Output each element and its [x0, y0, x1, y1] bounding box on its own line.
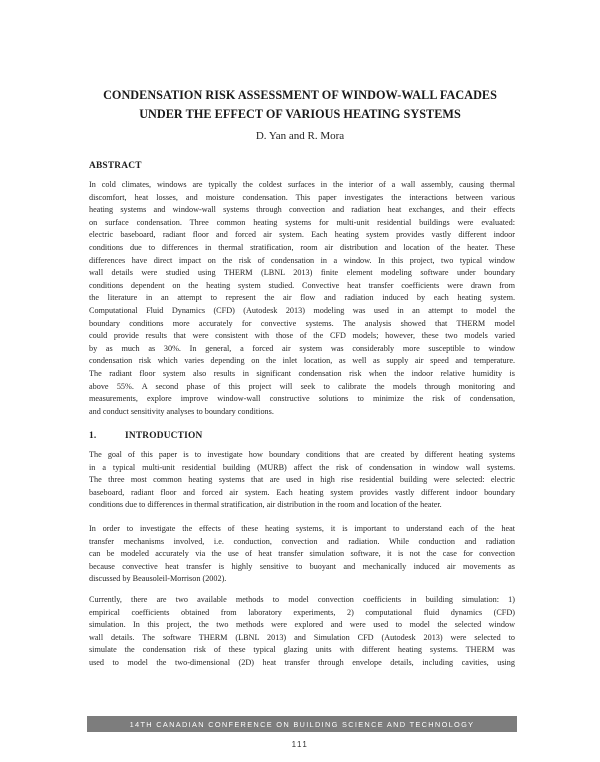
text-line: in a typical multi-unit residential building (MURB) affect the risk of condensation in window wall systems.	[89, 462, 515, 472]
intro-paragraph-3	[89, 594, 515, 670]
text-line: because convective heat transfer is highly sensitive to buoyant and mechanically induced air movements as	[89, 561, 515, 571]
text-line: conditions due to differences in thermal stratification, air distribution in the room and location of the heater.	[89, 500, 442, 510]
text-line: conditions dependent on the heating system studied. Convective heat transfer coefficients were drawn from	[89, 280, 515, 290]
text-line: transfer mechanisms involved, i.e. conduction, convection and radiation. While conduction and radiation	[89, 536, 515, 546]
title-line: CONDENSATION RISK ASSESSMENT OF WINDOW-WALL FACADES	[103, 88, 497, 102]
text-line: and conduct sensitivity analyses to boundary conditions.	[89, 406, 274, 416]
text-line: simulation. In this project, the two methods were explored and were used to model the selected window	[89, 620, 515, 630]
text-line: wall details were studied using THERM (LBNL 2013) finite element modeling software under boundary	[89, 268, 515, 278]
text-line: could provide results that were consistent with those of the CFD models; however, these two models varied	[89, 331, 515, 341]
section-heading	[89, 431, 202, 441]
text-line: Currently, there are two available methods to model convection coefficients in building simulation: 1)	[89, 595, 515, 604]
abstract-heading: ABSTRACT	[89, 161, 142, 171]
text-line: electric baseboard, radiant floor and forced air system. Each heating system provides vastly different indoor	[89, 230, 515, 240]
text-line: Computational Fluid Dynamics (CFD) (Autodesk 2013) modeling was used in an attempt to model the	[89, 305, 515, 315]
authors: D. Yan and R. Mora	[255, 130, 345, 142]
conference-footer-band	[87, 716, 517, 732]
text-line: can be modeled accurately via the use of heat transfer simulation software, it is not the case for convection	[89, 549, 515, 559]
text-line: conditions due to differences in thermal stratification, room air distribution and location of the heater. These	[89, 242, 515, 252]
text-line: above 55%. A second phase of this project will seek to calibrate the models through monitoring and	[89, 381, 515, 391]
text-line: boundary conditions more accurately for convective systems. The analysis showed that THERM model	[89, 318, 515, 328]
text-line: baseboard, radiant floor and forced air system. Each heating system provides vastly different indoor boundary	[89, 487, 515, 497]
abstract-body	[89, 179, 515, 418]
text-line: The radiant floor system also results in significant condensation risk when the indoor relative humidity is	[89, 368, 515, 378]
text-line: differences have direct impact on the risk of condensation in a window. In this project, two typical window	[89, 255, 515, 265]
text-line: discussed by Beausoleil-Morrison (2002).	[89, 574, 227, 584]
conference-name: 14TH CANADIAN CONFERENCE ON BUILDING SCIENCE AND TECHNOLOGY	[129, 719, 475, 729]
text-line: used to model the two-dimensional (2D) heat transfer through envelope details, including cavities, using	[89, 657, 515, 667]
text-line: measurements, explore improve window-wall constructive solutions to minimize the risk of condensation,	[89, 394, 515, 404]
title-line: UNDER THE EFFECT OF VARIOUS HEATING SYSTEMS	[139, 107, 461, 121]
text-line: discomfort, heat losses, and moisture condensation. This paper investigates the interactions between various	[89, 192, 515, 202]
section-title: INTRODUCTION	[125, 431, 203, 441]
page-number: 111	[291, 740, 309, 749]
text-line: simulate the condensation risk of these typical glazing units with different heating systems. THERM was	[89, 645, 515, 655]
text-line: The three most common heating systems that are used in high rise residential building were selected: electric	[89, 475, 515, 485]
intro-paragraph-1	[89, 449, 515, 512]
text-line: wall details. The software THERM (LBNL 2013) and Simulation CFD (Autodesk 2013) were selected to	[89, 632, 515, 642]
text-line: heating systems and window-wall systems through convection and radiation heat exchanges, and their effects	[89, 205, 515, 215]
text-line: by as much as 30%. In general, a forced air system was considerably more susceptible to window	[89, 343, 515, 353]
section-number: 1.	[89, 431, 97, 441]
text-line: In cold climates, windows are typically the coldest surfaces in the interior of a wall assembly, causing thermal	[89, 180, 515, 189]
text-line: the literature in an attempt to represent the air flow and radiation induced by each heating system.	[89, 293, 515, 303]
text-line: condensation risk which varies depending on the inlet location, as well as supply air speed and temperature.	[89, 356, 515, 366]
paper-title	[60, 86, 540, 124]
text-line: on surface condensation. Three common heating systems for multi-unit residential buildings were evaluated:	[89, 217, 515, 227]
text-line: empirical coefficients obtained from laboratory experiments, 2) computational fluid dynamics (CFD)	[89, 607, 515, 617]
text-line: The goal of this paper is to investigate how boundary conditions that are created by different heating systems	[89, 450, 515, 459]
intro-paragraph-2	[89, 523, 515, 586]
text-line: In order to investigate the effects of these heating systems, it is important to understand each of the heat	[89, 524, 515, 533]
